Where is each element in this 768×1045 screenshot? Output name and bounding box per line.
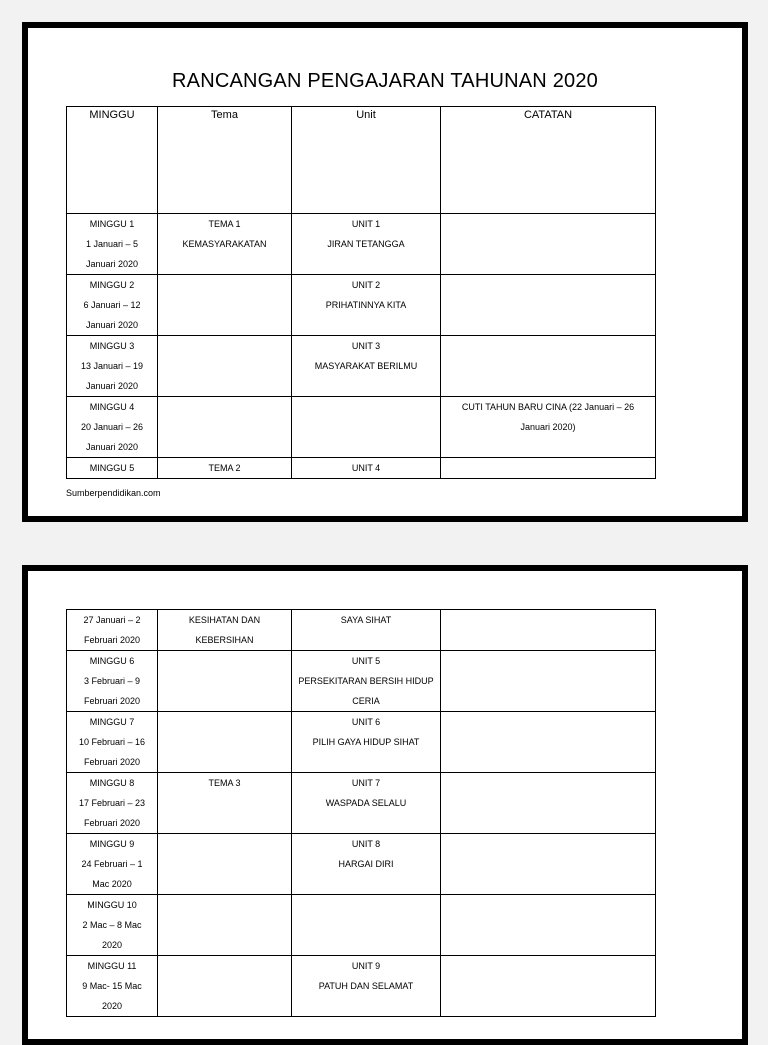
table-row [67, 651, 656, 712]
cell-text: 2 Mac – 8 Mac [82, 920, 142, 930]
cell-text: 10 Februari – 16 [78, 737, 146, 747]
cell-tema [158, 895, 292, 956]
cell-text: Februari 2020 [83, 818, 141, 828]
cell-text: MINGGU 10 [87, 900, 137, 910]
cell-text: PATUH DAN SELAMAT [318, 981, 414, 991]
cell-tema [158, 458, 292, 479]
cell-text: 13 Januari – 19 [80, 361, 144, 371]
header-minggu: MINGGU [67, 107, 158, 214]
cell-text: CUTI TAHUN BARU CINA (22 Januari – 26 [461, 402, 635, 412]
cell-text: KEBERSIHAN [195, 635, 254, 645]
cell-catatan [441, 610, 656, 651]
cell-text: MINGGU 3 [89, 341, 135, 351]
table-row [67, 214, 656, 275]
cell-text: Mac 2020 [92, 879, 132, 889]
cell-text: PRIHATINNYA KITA [325, 300, 407, 310]
cell-unit [292, 773, 441, 834]
cell-text: MINGGU 5 [89, 463, 135, 473]
table-row [67, 275, 656, 336]
table-row [67, 834, 656, 895]
cell-unit [292, 397, 441, 458]
cell-text: TEMA 2 [208, 463, 241, 473]
cell-text: Januari 2020 [85, 320, 139, 330]
cell-text: 3 Februari – 9 [83, 676, 141, 686]
cell-catatan [441, 336, 656, 397]
header-catatan: CATATAN [441, 107, 656, 214]
table-row [67, 773, 656, 834]
cell-tema [158, 651, 292, 712]
cell-text: MINGGU 9 [89, 839, 135, 849]
cell-unit [292, 712, 441, 773]
cell-unit [292, 651, 441, 712]
cell-minggu [67, 397, 158, 458]
document-page-1 [22, 22, 748, 522]
cell-text: HARGAI DIRI [338, 859, 394, 869]
cell-tema [158, 610, 292, 651]
lesson-plan-table-1 [66, 106, 656, 479]
cell-catatan [441, 214, 656, 275]
cell-minggu [67, 834, 158, 895]
cell-catatan [441, 834, 656, 895]
cell-text: MINGGU 4 [89, 402, 135, 412]
table-row [67, 458, 656, 479]
cell-text: UNIT 9 [351, 961, 381, 971]
header-tema: Tema [158, 107, 292, 214]
cell-minggu [67, 895, 158, 956]
cell-tema [158, 834, 292, 895]
cell-text: MASYARAKAT BERILMU [314, 361, 418, 371]
table-body-2 [67, 610, 656, 1017]
cell-text: 17 Februari – 23 [78, 798, 146, 808]
cell-text: KEMASYARAKATAN [182, 239, 267, 249]
cell-unit [292, 214, 441, 275]
cell-catatan [441, 397, 656, 458]
cell-minggu [67, 214, 158, 275]
table-row [67, 956, 656, 1017]
cell-catatan [441, 895, 656, 956]
cell-minggu [67, 610, 158, 651]
cell-text: UNIT 7 [351, 778, 381, 788]
cell-text: 1 Januari – 5 [85, 239, 139, 249]
cell-text: 24 Februari – 1 [81, 859, 143, 869]
cell-text: Januari 2020 [85, 381, 139, 391]
cell-text: Februari 2020 [83, 696, 141, 706]
cell-unit [292, 275, 441, 336]
cell-unit [292, 610, 441, 651]
source-footer: Sumberpendidikan.com [66, 488, 161, 498]
cell-text: 2020 [101, 940, 123, 950]
table-row [67, 336, 656, 397]
cell-text: KESIHATAN DAN [188, 615, 261, 625]
cell-unit [292, 336, 441, 397]
cell-tema [158, 214, 292, 275]
cell-catatan [441, 956, 656, 1017]
cell-text: UNIT 3 [351, 341, 381, 351]
cell-text: 27 Januari – 2 [83, 615, 141, 625]
cell-unit [292, 458, 441, 479]
cell-catatan [441, 275, 656, 336]
cell-text: TEMA 3 [208, 778, 241, 788]
cell-minggu [67, 773, 158, 834]
table-row [67, 712, 656, 773]
cell-minggu [67, 712, 158, 773]
cell-text: TEMA 1 [208, 219, 241, 229]
cell-text: 6 Januari – 12 [83, 300, 141, 310]
cell-minggu [67, 651, 158, 712]
table-row [67, 610, 656, 651]
lesson-plan-table-2 [66, 609, 656, 1017]
cell-text: MINGGU 8 [89, 778, 135, 788]
cell-unit [292, 956, 441, 1017]
cell-text: WASPADA SELALU [325, 798, 407, 808]
cell-text: UNIT 6 [351, 717, 381, 727]
cell-text: 9 Mac- 15 Mac [82, 981, 142, 991]
cell-tema [158, 773, 292, 834]
cell-tema [158, 275, 292, 336]
page-title: RANCANGAN PENGAJARAN TAHUNAN 2020 [172, 70, 598, 92]
cell-tema [158, 956, 292, 1017]
cell-minggu [67, 956, 158, 1017]
cell-tema [158, 397, 292, 458]
document-page-2 [22, 565, 748, 1045]
cell-text: PERSEKITARAN BERSIH HIDUP [298, 676, 434, 686]
cell-text: Februari 2020 [83, 635, 141, 645]
cell-text: SAYA SIHAT [340, 615, 392, 625]
cell-text: UNIT 1 [351, 219, 381, 229]
cell-text: JIRAN TETANGGA [327, 239, 405, 249]
cell-text: MINGGU 11 [87, 961, 137, 971]
cell-text: UNIT 2 [351, 280, 381, 290]
cell-text: Februari 2020 [83, 757, 141, 767]
cell-catatan [441, 773, 656, 834]
cell-catatan [441, 458, 656, 479]
cell-unit [292, 895, 441, 956]
cell-text: 20 Januari – 26 [80, 422, 144, 432]
table-row [67, 397, 656, 458]
cell-tema [158, 712, 292, 773]
cell-text: 2020 [101, 1001, 123, 1011]
cell-text: UNIT 8 [351, 839, 381, 849]
cell-unit [292, 834, 441, 895]
cell-text: MINGGU 6 [89, 656, 135, 666]
cell-minggu [67, 336, 158, 397]
cell-text: Januari 2020) [520, 422, 576, 432]
cell-catatan [441, 651, 656, 712]
cell-text: UNIT 5 [351, 656, 381, 666]
cell-text: MINGGU 1 [89, 219, 135, 229]
cell-text: PILIH GAYA HIDUP SIHAT [312, 737, 420, 747]
cell-text: CERIA [352, 696, 380, 706]
cell-tema [158, 336, 292, 397]
cell-text: MINGGU 2 [89, 280, 135, 290]
header-unit: Unit [292, 107, 441, 214]
cell-text: Januari 2020 [85, 259, 139, 269]
cell-minggu [67, 275, 158, 336]
cell-minggu [67, 458, 158, 479]
cell-text: MINGGU 7 [89, 717, 135, 727]
cell-text: UNIT 4 [351, 463, 381, 473]
table-row [67, 895, 656, 956]
cell-catatan [441, 712, 656, 773]
cell-text: Januari 2020 [85, 442, 139, 452]
table-body-1 [67, 214, 656, 479]
